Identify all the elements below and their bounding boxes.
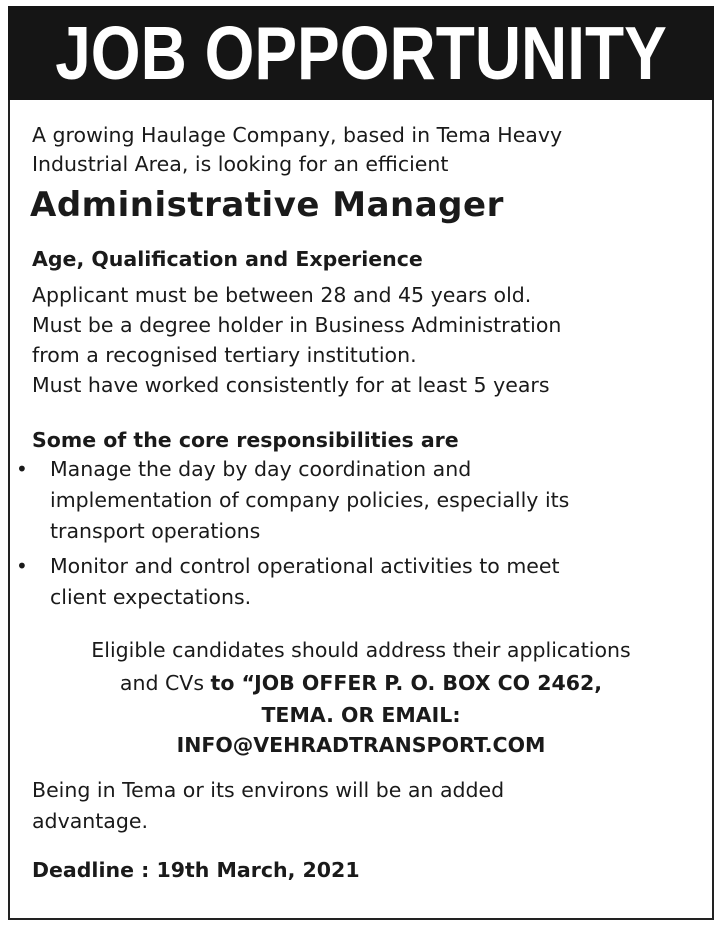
header-banner — [8, 6, 714, 100]
qualification-line: Applicant must be between 28 and 45 years old. — [32, 283, 532, 307]
application-line-1: Eligible candidates should address their applications — [91, 638, 631, 662]
position-title: Administrative Manager — [30, 185, 504, 225]
responsibility-line: transport operations — [50, 519, 261, 543]
advert-title: JOB OPPORTUNITY — [55, 10, 667, 96]
qualification-line: Must have worked consistently for at least 5 years — [32, 373, 550, 397]
intro-line-2: Industrial Area, is looking for an efficient — [32, 152, 449, 176]
qualifications-heading: Age, Qualification and Experience — [32, 247, 423, 271]
responsibility-line: implementation of company policies, especially its — [50, 488, 570, 512]
deadline: Deadline : 19th March, 2021 — [32, 858, 360, 882]
application-prefix: and CVs — [119, 671, 211, 695]
note-line-1: Being in Tema or its environs will be an added — [32, 778, 505, 802]
responsibility-line: Manage the day by day coordination and — [50, 457, 472, 481]
application-email: INFO@VEHRADTRANSPORT.COM — [176, 733, 546, 757]
responsibility-line: client expectations. — [50, 585, 252, 609]
application-address: to “JOB OFFER P. O. BOX CO 2462, — [210, 671, 603, 695]
qualification-line: from a recognised tertiary institution. — [32, 343, 417, 367]
responsibilities-heading: Some of the core responsibilities are — [32, 428, 459, 452]
note-line-2: advantage. — [32, 809, 149, 833]
application-line-3: TEMA. OR EMAIL: — [261, 703, 461, 727]
bullet-icon: • — [16, 457, 28, 481]
qualification-line: Must be a degree holder in Business Administration — [32, 313, 562, 337]
intro-line-1: A growing Haulage Company, based in Tema Heavy — [32, 123, 563, 147]
bullet-icon: • — [16, 554, 28, 578]
responsibility-line: Monitor and control operational activities to meet — [50, 554, 560, 578]
application-line-2 — [8, 670, 714, 696]
